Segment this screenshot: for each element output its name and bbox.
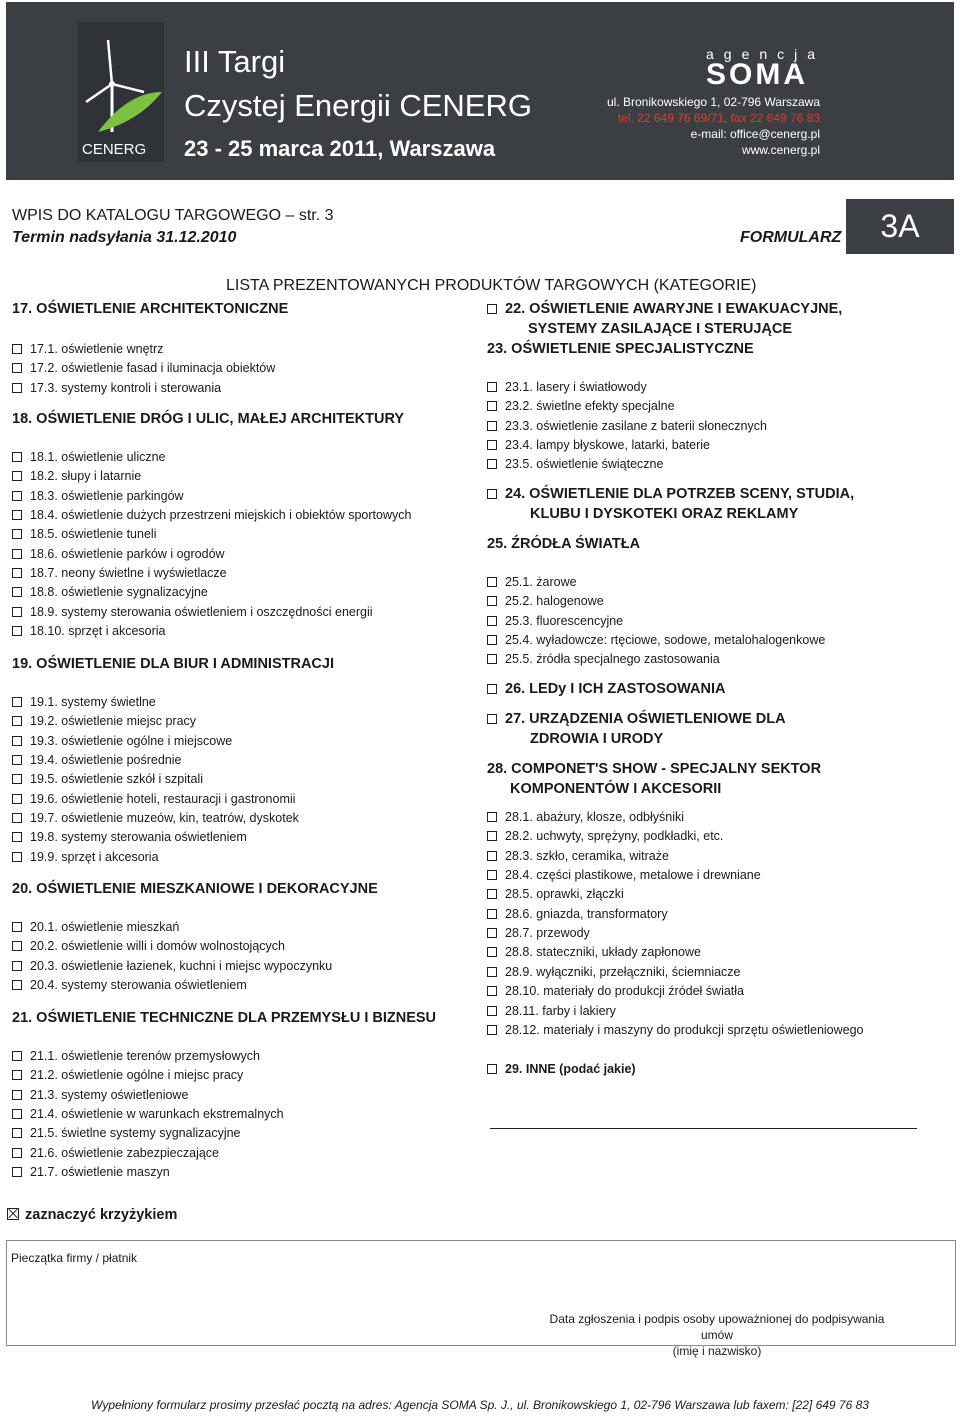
checkbox-icon[interactable] <box>487 577 497 587</box>
category-label: 23.4. lampy błyskowe, latarki, baterie <box>505 438 710 453</box>
category-checkbox-item[interactable] <box>12 1068 243 1082</box>
category-checkbox-item[interactable] <box>12 527 156 541</box>
form-label: FORMULARZ <box>740 229 842 246</box>
section-heading <box>528 321 792 337</box>
category-checkbox-item[interactable] <box>487 829 723 843</box>
category-label: 25.5. źródła specjalnego zastosowania <box>505 652 720 667</box>
category-label: 17.2. oświetlenie fasad i iluminacja obiektów <box>30 361 276 376</box>
category-checkbox-item[interactable] <box>12 959 332 973</box>
category-checkbox-item[interactable] <box>487 380 647 394</box>
checkbox-icon[interactable] <box>487 654 497 664</box>
agency-name: SOMA <box>706 58 808 91</box>
section-heading[interactable] <box>487 486 854 502</box>
mark-instruction <box>7 1207 177 1223</box>
category-checkbox-item[interactable] <box>487 652 720 666</box>
section-heading <box>12 656 334 672</box>
category-checkbox-item[interactable] <box>12 920 179 934</box>
section-heading-text: 21. OŚWIETLENIE TECHNICZNE DLA PRZEMYSŁU I BIZNESU <box>12 1010 437 1026</box>
checkbox-icon[interactable] <box>12 697 22 707</box>
category-label: 28.1. abażury, klosze, odbłyśniki <box>505 810 685 824</box>
checkbox-icon[interactable] <box>487 831 497 841</box>
category-checkbox-item[interactable] <box>12 1146 219 1160</box>
category-label: 18.3. oświetlenie parkingów <box>30 488 184 503</box>
category-label: 18.8. oświetlenie sygnalizacyjne <box>30 585 208 600</box>
category-label: 28.9. wyłączniki, przełączniki, ściemniacze <box>505 964 741 979</box>
category-checkbox-item[interactable] <box>12 811 299 825</box>
section-heading-text: 26. LEDy I ICH ZASTOSOWANIA <box>505 681 726 697</box>
category-label: 21.7. oświetlenie maszyn <box>30 1165 170 1180</box>
category-label: 28.2. uchwyty, sprężyny, podkładki, etc. <box>505 829 724 844</box>
category-label: 25.3. fluorescencyjne <box>505 613 624 628</box>
category-label: 25.4. wyładowcze: rtęciowe, sodowe, metalohalogenkowe <box>505 633 826 648</box>
checkbox-icon[interactable] <box>487 440 497 450</box>
checkbox-icon[interactable] <box>12 716 22 726</box>
category-label: 21.1. oświetlenie terenów przemysłowych <box>30 1049 260 1063</box>
agency-contact <box>607 94 820 158</box>
section-heading-text: 23. OŚWIETLENIE SPECJALISTYCZNE <box>487 341 754 357</box>
banner-title-2: Czystej Energii CENERG <box>184 88 532 123</box>
category-checkbox-item[interactable] <box>487 965 741 979</box>
category-label: 19.4. oświetlenie pośrednie <box>30 753 182 768</box>
category-label: 19.1. systemy świetlne <box>30 695 156 709</box>
category-label: 21.6. oświetlenie zabezpieczające <box>30 1145 220 1160</box>
category-checkbox-item[interactable] <box>12 381 221 395</box>
category-checkbox-item[interactable] <box>12 1107 284 1121</box>
category-label: 28.7. przewody <box>505 926 590 941</box>
signature-label <box>547 1311 887 1359</box>
checkbox-icon[interactable] <box>487 851 497 861</box>
category-label: 23.5. oświetlenie świąteczne <box>505 457 664 472</box>
category-label: 18.4. oświetlenie dużych przestrzeni miejskich i obiektów sportowych <box>30 508 412 523</box>
section-heading[interactable] <box>487 681 726 697</box>
section-heading[interactable] <box>487 1062 636 1076</box>
category-checkbox-item[interactable] <box>487 614 623 628</box>
category-checkbox-item[interactable] <box>12 489 184 503</box>
section-heading-text: 28. COMPONET'S SHOW - SPECJALNY SEKTOR <box>487 761 822 777</box>
category-label: 18.10. sprzęt i akcesoria <box>30 624 166 639</box>
other-specify-line[interactable] <box>490 1128 917 1129</box>
category-label: 19.9. sprzęt i akcesoria <box>30 849 159 864</box>
list-title: LISTA PREZENTOWANYCH PRODUKTÓW TARGOWYCH (KATEGORIE) <box>226 277 757 294</box>
section-heading-text: 20. OŚWIETLENIE MIESZKANIOWE I DEKORACYJNE <box>12 881 378 897</box>
category-label: 25.1. żarowe <box>505 575 577 589</box>
checkbox-icon[interactable] <box>487 928 497 938</box>
category-label: 19.2. oświetlenie miejsc pracy <box>30 714 197 729</box>
category-label: 18.6. oświetlenie parków i ogrodów <box>30 546 225 561</box>
checkbox-icon[interactable] <box>12 587 22 597</box>
checkbox-icon[interactable] <box>487 304 497 314</box>
agency-label: agencja <box>706 46 826 62</box>
category-checkbox-item[interactable] <box>12 695 156 709</box>
category-checkbox-item[interactable] <box>487 945 701 959</box>
category-checkbox-item[interactable] <box>12 850 159 864</box>
logo-text: CENERG <box>82 141 147 158</box>
checkbox-icon[interactable] <box>12 510 22 520</box>
category-checkbox-item[interactable] <box>12 830 247 844</box>
section-heading[interactable] <box>487 711 786 727</box>
category-label: 21.4. oświetlenie w warunkach ekstremalnych <box>30 1107 284 1122</box>
checkbox-icon[interactable] <box>12 491 22 501</box>
category-label: 20.2. oświetlenie willi i domów wolnostojących <box>30 939 285 954</box>
checkbox-icon[interactable] <box>12 1051 22 1061</box>
crossed-checkbox-icon <box>7 1208 19 1220</box>
checkbox-icon[interactable] <box>12 568 22 578</box>
section-heading <box>530 506 798 522</box>
section-heading <box>530 731 663 747</box>
category-checkbox-item[interactable] <box>12 566 227 580</box>
checkbox-icon[interactable] <box>487 1025 497 1035</box>
category-checkbox-item[interactable] <box>487 1023 864 1037</box>
cenerg-logo <box>78 22 164 162</box>
signature-label-line1: Data zgłoszenia i podpis osoby upoważnionej do podpisywania umów <box>549 1312 885 1342</box>
category-label: 20.3. oświetlenie łazienek, kuchni i miejsc wypoczynku <box>30 958 333 973</box>
checkbox-icon[interactable] <box>12 1167 22 1177</box>
category-checkbox-item[interactable] <box>12 1126 241 1140</box>
agency-www: www.cenerg.pl <box>741 143 820 157</box>
category-checkbox-item[interactable] <box>487 1004 616 1018</box>
category-checkbox-item[interactable] <box>12 624 166 638</box>
category-checkbox-item[interactable] <box>487 438 710 452</box>
category-label: 28.11. farby i lakiery <box>505 1003 616 1018</box>
page-title: WPIS DO KATALOGU TARGOWEGO – str. 3 <box>12 207 334 224</box>
mark-instruction-text: zaznaczyć krzyżykiem <box>25 1207 178 1223</box>
category-checkbox-item[interactable] <box>12 450 166 464</box>
checkbox-icon[interactable] <box>487 489 497 499</box>
checkbox-icon[interactable] <box>487 812 497 822</box>
category-checkbox-item[interactable] <box>12 1049 260 1063</box>
checkbox-icon[interactable] <box>487 1064 497 1074</box>
checkbox-icon[interactable] <box>487 401 497 411</box>
category-label: 20.4. systemy sterowania oświetleniem <box>30 978 247 993</box>
category-checkbox-item[interactable] <box>12 939 285 953</box>
category-label: 23.1. lasery i światłowody <box>505 380 647 394</box>
checkbox-icon[interactable] <box>487 635 497 645</box>
category-checkbox-item[interactable] <box>487 633 825 647</box>
checkbox-icon[interactable] <box>12 794 22 804</box>
category-checkbox-item[interactable] <box>487 926 590 940</box>
category-label: 21.2. oświetlenie ogólne i miejsc pracy <box>30 1068 244 1083</box>
category-checkbox-item[interactable] <box>12 978 247 992</box>
checkbox-icon[interactable] <box>12 1148 22 1158</box>
checkbox-icon[interactable] <box>12 549 22 559</box>
checkbox-icon[interactable] <box>12 626 22 636</box>
checkbox-icon[interactable] <box>12 607 22 617</box>
section-heading-text: 25. ŹRÓDŁA ŚWIATŁA <box>487 536 641 552</box>
category-checkbox-item[interactable] <box>12 342 163 356</box>
stamp-signature-box <box>6 1240 956 1358</box>
category-label: 19.5. oświetlenie szkół i szpitali <box>30 772 203 787</box>
category-label: 17.1. oświetlenie wnętrz <box>30 342 164 356</box>
checkbox-icon[interactable] <box>487 1006 497 1016</box>
section-heading-text: 27. URZĄDZENIA OŚWIETLENIOWE DLA <box>505 711 786 727</box>
category-checkbox-item[interactable] <box>12 1088 188 1102</box>
checkbox-icon[interactable] <box>12 941 22 951</box>
category-label: 17.3. systemy kontroli i sterowania <box>30 380 222 395</box>
footer-note: Wypełniony formularz prosimy przesłać pocztą na adres: Agencja SOMA Sp. J., ul. Bronikowskiego 1, 02-796 Warszawa lub faxem: [22] 649 76 83 <box>91 1398 869 1412</box>
category-checkbox-item[interactable] <box>487 594 604 608</box>
category-label: 21.5. świetlne systemy sygnalizacyjne <box>30 1126 241 1141</box>
section-heading-text: 29. INNE (podać jakie) <box>505 1062 636 1076</box>
category-label: 23.2. świetlne efekty specjalne <box>505 399 675 414</box>
section-heading-text: ZDROWIA I URODY <box>530 731 664 747</box>
category-label: 18.5. oświetlenie tuneli <box>30 527 157 542</box>
category-label: 18.1. oświetlenie uliczne <box>30 450 166 464</box>
section-heading-text: 22. OŚWIETLENIE AWARYJNE I EWAKUACYJNE, <box>505 301 843 317</box>
banner-dates: 23 - 25 marca 2011, Warszawa <box>184 136 496 161</box>
category-label: 28.3. szkło, ceramika, witraże <box>505 848 669 863</box>
category-label: 28.5. oprawki, złączki <box>505 887 624 902</box>
category-label: 28.12. materiały i maszyny do produkcji sprzętu oświetleniowego <box>505 1022 864 1037</box>
category-checkbox-item[interactable] <box>487 399 675 413</box>
checkbox-icon[interactable] <box>12 383 22 393</box>
checkbox-icon[interactable] <box>487 459 497 469</box>
section-heading <box>487 761 821 777</box>
category-checkbox-item[interactable] <box>487 868 761 882</box>
category-label: 28.4. części plastikowe, metalowe i drewniane <box>505 868 761 883</box>
category-label: 23.3. oświetlenie zasilane z baterii słonecznych <box>505 418 767 433</box>
section-heading <box>510 781 721 797</box>
checkbox-icon[interactable] <box>12 832 22 842</box>
category-checkbox-item[interactable] <box>12 547 225 561</box>
checkbox-icon[interactable] <box>12 363 22 373</box>
category-checkbox-item[interactable] <box>487 849 669 863</box>
section-heading <box>12 881 378 897</box>
checkbox-icon[interactable] <box>487 947 497 957</box>
category-checkbox-item[interactable] <box>12 753 182 767</box>
section-heading <box>12 301 288 317</box>
checkbox-icon[interactable] <box>12 736 22 746</box>
signature-label-line2: (imię i nazwisko) <box>672 1344 762 1358</box>
section-heading-text: SYSTEMY ZASILAJĄCE I STERUJĄCE <box>528 321 793 337</box>
checkbox-icon[interactable] <box>12 852 22 862</box>
category-checkbox-item[interactable] <box>12 469 141 483</box>
agency-email: e-mail: office@cenerg.pl <box>690 127 820 141</box>
banner-title-1: III Targi <box>184 44 286 79</box>
agency-tel: tel. 22 649 76 69/71, fax 22 649 76 83 <box>617 111 820 125</box>
category-checkbox-item[interactable] <box>487 887 624 901</box>
category-checkbox-item[interactable] <box>487 419 767 433</box>
category-checkbox-item[interactable] <box>487 907 668 921</box>
checkbox-icon[interactable] <box>487 382 497 392</box>
section-heading <box>487 341 754 357</box>
category-label: 19.6. oświetlenie hoteli, restauracji i gastronomii <box>30 791 296 806</box>
category-checkbox-item[interactable] <box>12 714 196 728</box>
category-label: 19.7. oświetlenie muzeów, kin, teatrów, dyskotek <box>30 811 299 826</box>
category-label: 28.8. stateczniki, układy zapłonowe <box>505 945 701 960</box>
checkbox-icon[interactable] <box>487 909 497 919</box>
section-heading <box>12 411 404 427</box>
form-number-badge: 3A <box>846 199 954 254</box>
category-label: 25.2. halogenowe <box>505 594 604 609</box>
checkbox-icon[interactable] <box>487 870 497 880</box>
category-label: 21.3. systemy oświetleniowe <box>30 1087 189 1102</box>
category-checkbox-item[interactable] <box>487 457 663 471</box>
category-checkbox-item[interactable] <box>487 810 684 824</box>
agency-address: ul. Bronikowskiego 1, 02-796 Warszawa <box>607 95 820 109</box>
checkbox-icon[interactable] <box>12 755 22 765</box>
category-checkbox-item[interactable] <box>12 734 232 748</box>
section-heading-text: KOMPONENTÓW I AKCESORII <box>510 781 722 797</box>
checkbox-icon[interactable] <box>12 1109 22 1119</box>
checkbox-icon[interactable] <box>487 889 497 899</box>
category-checkbox-item[interactable] <box>12 772 203 786</box>
checkbox-icon[interactable] <box>487 596 497 606</box>
checkbox-icon[interactable] <box>487 714 497 724</box>
category-checkbox-item[interactable] <box>12 361 275 375</box>
category-checkbox-item[interactable] <box>487 984 744 998</box>
checkbox-icon[interactable] <box>12 1090 22 1100</box>
checkbox-icon[interactable] <box>487 684 497 694</box>
section-heading <box>487 536 640 552</box>
checkbox-icon[interactable] <box>487 986 497 996</box>
checkbox-icon[interactable] <box>487 616 497 626</box>
category-checkbox-item[interactable] <box>12 1165 170 1179</box>
checkbox-icon[interactable] <box>12 452 22 462</box>
category-label: 28.10. materiały do produkcji źródeł światła <box>505 984 745 999</box>
checkbox-icon[interactable] <box>12 774 22 784</box>
section-heading[interactable] <box>487 301 842 317</box>
checkbox-icon[interactable] <box>12 529 22 539</box>
category-label: 18.9. systemy sterowania oświetleniem i oszczędności energii <box>30 604 373 619</box>
checkbox-icon[interactable] <box>487 967 497 977</box>
category-label: 18.2. słupy i latarnie <box>30 469 142 484</box>
section-heading-text: 18. OŚWIETLENIE DRÓG I ULIC, MAŁEJ ARCHITEKTURY <box>12 411 405 427</box>
checkbox-icon[interactable] <box>12 1128 22 1138</box>
checkbox-icon[interactable] <box>12 813 22 823</box>
checkbox-icon[interactable] <box>12 471 22 481</box>
section-heading-text: 19. OŚWIETLENIE DLA BIUR I ADMINISTRACJI <box>12 656 334 672</box>
category-label: 19.8. systemy sterowania oświetleniem <box>30 830 247 845</box>
checkbox-icon[interactable] <box>487 421 497 431</box>
section-heading-text: 17. OŚWIETLENIE ARCHITEKTONICZNE <box>12 301 289 317</box>
category-checkbox-item[interactable] <box>12 605 373 619</box>
category-label: 18.7. neony świetlne i wyświetlacze <box>30 566 227 581</box>
category-label: 20.1. oświetlenie mieszkań <box>30 920 180 934</box>
category-label: 28.6. gniazda, transformatory <box>505 906 668 921</box>
category-checkbox-item[interactable] <box>487 575 577 589</box>
category-checkbox-item[interactable] <box>12 508 411 522</box>
category-label: 19.3. oświetlenie ogólne i miejscowe <box>30 733 233 748</box>
stamp-label: Pieczątka firmy / płatnik <box>11 1251 138 1265</box>
section-heading-text: 24. OŚWIETLENIE DLA POTRZEB SCENY, STUDIA, <box>505 486 855 502</box>
header-banner <box>6 2 954 180</box>
section-heading <box>12 1010 436 1026</box>
checkbox-icon[interactable] <box>12 961 22 971</box>
checkbox-icon[interactable] <box>12 922 22 932</box>
section-heading-text: KLUBU I DYSKOTEKI ORAZ REKLAMY <box>530 506 799 522</box>
category-checkbox-item[interactable] <box>12 792 295 806</box>
category-checkbox-item[interactable] <box>12 585 208 599</box>
deadline: Termin nadsyłania 31.12.2010 <box>12 229 237 246</box>
checkbox-icon[interactable] <box>12 344 22 354</box>
checkbox-icon[interactable] <box>12 980 22 990</box>
checkbox-icon[interactable] <box>12 1070 22 1080</box>
